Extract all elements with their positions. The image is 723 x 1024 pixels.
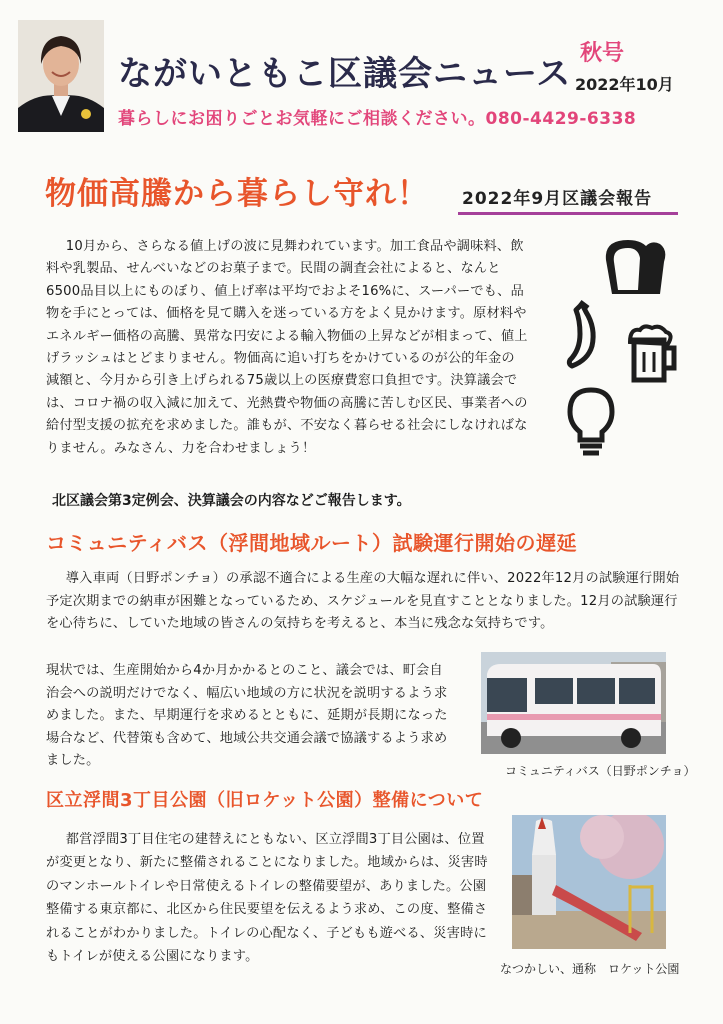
- section-title-community-bus: コミュニティバス（浮間地域ルート）試験運行開始の遅延: [46, 531, 577, 555]
- contact-tagline: 暮らしにお困りごとお気軽にご相談ください。080-4429-6338: [118, 109, 637, 129]
- bus-photo-caption: コミュニティバス（日野ポンチョ）: [505, 764, 696, 778]
- issue-date: 2022年10月: [575, 75, 674, 94]
- avatar: [18, 20, 104, 132]
- main-headline: 物価高騰から暮らし守れ！: [45, 176, 429, 212]
- light-bulb-icon: [566, 386, 616, 460]
- section-body-park: 都営浮間3丁目住宅の建替えにともない、区立浮間3丁目公園は、位置が変更となり、新たに整備されることになりました。地域からは、災害時のマンホールトイレや日常使えるトイレの整備要望が、ありました。公園整備する東京都に、北区から住民要望を伝えるよう求め、この度、整備されることがわかりました。トイレの心配なく、子どもも遊べる、災害時にもトイレが使える公園になります。: [46, 832, 488, 965]
- newsletter-title: ながいともこ区議会ニュース: [118, 54, 572, 94]
- park-photo-caption: なつかしい、通称 ロケット公園: [500, 962, 680, 976]
- report-label: 2022年9月区議会報告: [462, 189, 653, 209]
- main-article-text: 10月から、さらなる値上げの波に見舞われています。加工食品や調味料、飲料や乳製品、せんべいなどのお菓子まで。民間の調査会社によると、なんと6500品目以上にものぼり、値上げ率は平均でおよそ16%に、スーパーでも、品物を手にとっては、価格を見て購入を迷っている方をよく見かけます。原材料やエネルギー価格の高騰、異常な円安による輸入物価の上昇などが相まって、値上げラッシュはとどまりません。物価高に追い打ちをかけているのが公的年金の減額と、今月から引き上げられる75歳以上の医療費窓口負担です。決算議会では、コロナ禍の収入減に加えて、光熱費や物価の高騰に苦しむ区民、事業者への給付型支援の拡充を求めました。誰もが、不安なく暮らせる社会にしなければなりません。みなさん、力を合わせましょう！: [46, 239, 528, 456]
- report-label-underline: [458, 212, 678, 215]
- intro-line: 北区議会第3定例会、決算議会の内容などご報告します。: [52, 493, 411, 509]
- portrait-photo: [18, 20, 104, 132]
- section-body-community-bus-continued: 現状では、生産開始から4か月かかるとのこと、議会では、町会自治会への説明だけでなく、幅広い地域の方に状況を説明するよう求めました。また、早期運行を求めるとともに、延期が長期になった場合など、代替策も含めて、地域公共交通会議で協議するよう求めました。: [46, 663, 448, 769]
- bread-icon: [600, 234, 670, 300]
- section-title-park: 区立浮間3丁目公園（旧ロケット公園）整備について: [46, 790, 484, 811]
- rocket-park-photo: [512, 815, 666, 949]
- banana-icon: [556, 298, 612, 370]
- season-label: 秋号: [580, 41, 625, 66]
- section-body-community-bus: 導入車両（日野ポンチョ）の承認不適合による生産の大幅な遅れに伴い、2022年12月の試験運行開始予定次期までの納車が困難となっているため、スケジュールを見直すこととなりました。12月の試験運行を心待ちに、していた地域の皆さんの気持ちを考えると、本当に残念な気持ちです。: [46, 571, 680, 632]
- beer-mug-icon: [626, 322, 682, 384]
- community-bus-photo: [481, 652, 666, 754]
